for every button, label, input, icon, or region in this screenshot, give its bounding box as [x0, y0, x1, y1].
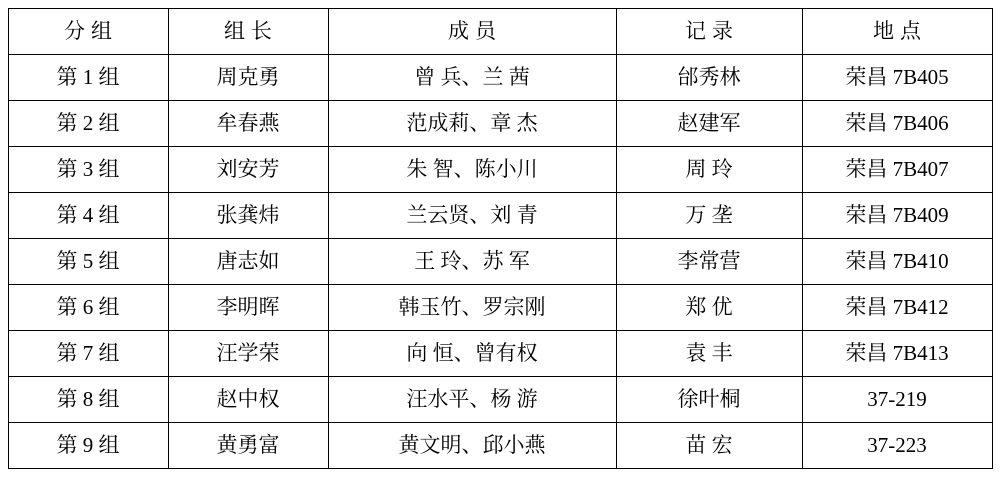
cell-recorder: 周 玲 [616, 147, 802, 193]
cell-members: 范成莉、章 杰 [328, 101, 616, 147]
cell-members: 汪水平、杨 游 [328, 377, 616, 423]
cell-recorder: 李常营 [616, 239, 802, 285]
cell-leader: 李明晖 [168, 285, 328, 331]
table-row [8, 147, 992, 193]
cell-place: 荣昌 7B409 [802, 193, 992, 239]
cell-members: 向 恒、曾有权 [328, 331, 616, 377]
column-header-members: 成员 [328, 9, 616, 55]
column-header-recorder: 记录 [616, 9, 802, 55]
cell-members: 兰云贤、刘 青 [328, 193, 616, 239]
cell-place: 37-223 [802, 423, 992, 469]
cell-members: 曾 兵、兰 茜 [328, 55, 616, 101]
cell-recorder: 郑 优 [616, 285, 802, 331]
table-row [8, 193, 992, 239]
column-header-place: 地点 [802, 9, 992, 55]
cell-group: 第 1 组 [8, 55, 168, 101]
column-header-leader: 组长 [168, 9, 328, 55]
cell-leader: 唐志如 [168, 239, 328, 285]
cell-members: 王 玲、苏 军 [328, 239, 616, 285]
cell-members: 朱 智、陈小川 [328, 147, 616, 193]
table-row [8, 331, 992, 377]
cell-recorder: 徐叶桐 [616, 377, 802, 423]
table-row [8, 55, 992, 101]
cell-leader: 张龚炜 [168, 193, 328, 239]
cell-members: 韩玉竹、罗宗刚 [328, 285, 616, 331]
cell-leader: 汪学荣 [168, 331, 328, 377]
cell-group: 第 7 组 [8, 331, 168, 377]
cell-place: 荣昌 7B407 [802, 147, 992, 193]
cell-group: 第 9 组 [8, 423, 168, 469]
table-body [8, 55, 992, 469]
cell-leader: 周克勇 [168, 55, 328, 101]
table-header-row [8, 9, 992, 55]
column-header-group: 分组 [8, 9, 168, 55]
cell-group: 第 5 组 [8, 239, 168, 285]
cell-recorder: 袁 丰 [616, 331, 802, 377]
cell-recorder: 苗 宏 [616, 423, 802, 469]
table-row [8, 377, 992, 423]
cell-place: 荣昌 7B413 [802, 331, 992, 377]
cell-group: 第 2 组 [8, 101, 168, 147]
table-row [8, 239, 992, 285]
table-row [8, 101, 992, 147]
cell-leader: 刘安芳 [168, 147, 328, 193]
cell-group: 第 6 组 [8, 285, 168, 331]
cell-place: 荣昌 7B410 [802, 239, 992, 285]
table-row [8, 423, 992, 469]
cell-members: 黄文明、邱小燕 [328, 423, 616, 469]
cell-group: 第 3 组 [8, 147, 168, 193]
cell-place: 37-219 [802, 377, 992, 423]
cell-place: 荣昌 7B405 [802, 55, 992, 101]
cell-recorder: 邰秀林 [616, 55, 802, 101]
cell-place: 荣昌 7B406 [802, 101, 992, 147]
cell-leader: 黄勇富 [168, 423, 328, 469]
table-row [8, 285, 992, 331]
cell-recorder: 万 垄 [616, 193, 802, 239]
cell-group: 第 4 组 [8, 193, 168, 239]
cell-place: 荣昌 7B412 [802, 285, 992, 331]
cell-leader: 赵中权 [168, 377, 328, 423]
group-assignment-table [8, 8, 993, 469]
table-header [8, 9, 992, 55]
cell-group: 第 8 组 [8, 377, 168, 423]
cell-recorder: 赵建军 [616, 101, 802, 147]
cell-leader: 牟春燕 [168, 101, 328, 147]
